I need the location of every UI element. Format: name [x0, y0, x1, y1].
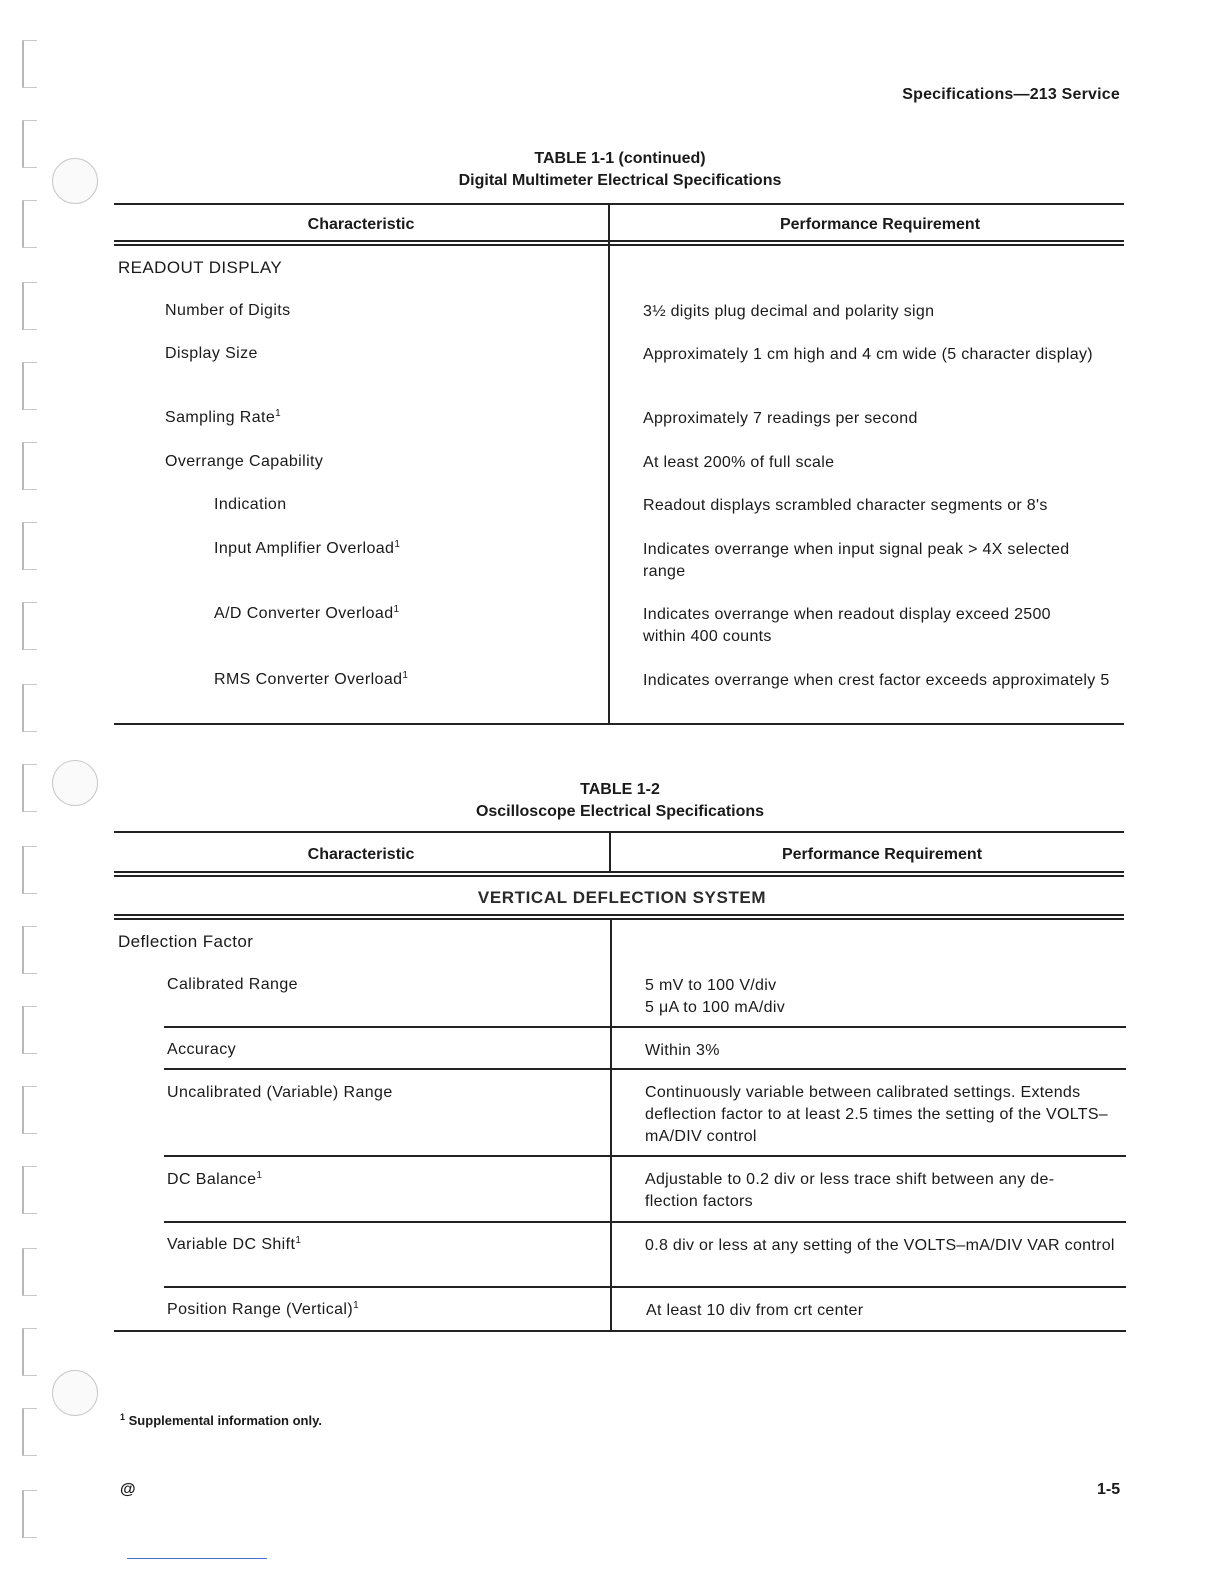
- table-row-characteristic: RMS Converter Overload$^1$: [214, 670, 409, 688]
- table-row-characteristic: Overrange Capability: [165, 453, 324, 470]
- table1-bottom-rule: [114, 723, 1124, 725]
- binder-mark: [22, 1490, 37, 1538]
- footnote-ref: 1: [256, 1170, 263, 1181]
- table-row-characteristic: Sampling Rate$^1$: [165, 408, 282, 426]
- footer-symbol: @: [120, 1481, 136, 1498]
- binder-mark: [22, 1086, 37, 1134]
- binder-mark: [22, 926, 37, 974]
- section-heading: VERTICAL DEFLECTION SYSTEM: [477, 888, 767, 907]
- table1-column-divider: [608, 203, 610, 724]
- table-row-characteristic: Number of Digits: [165, 302, 291, 319]
- table-row-requirement: 3½ digits plug decimal and polarity sign: [643, 303, 935, 320]
- scan-artifact-line: [127, 1558, 267, 1559]
- binder-mark: [22, 522, 37, 570]
- table-row-requirement: Adjustable to 0.2 div or less trace shift between any de-flection factors: [645, 1171, 1055, 1210]
- binder-mark: [22, 362, 37, 410]
- binder-mark: [22, 684, 37, 732]
- table2-header-rule: [114, 871, 1124, 873]
- table1-header-rule: [114, 240, 1124, 242]
- table1-title: Digital Multimeter Electrical Specifications: [458, 172, 782, 189]
- binder-mark: [22, 1166, 37, 1214]
- table1-col-characteristic: Characteristic: [307, 216, 415, 233]
- requirement-line: 5 mV to 100 V/div: [645, 977, 777, 994]
- table-row-requirement: Approximately 7 readings per second: [643, 410, 918, 427]
- table-row-characteristic: Display Size: [165, 345, 258, 362]
- table2-number: TABLE 1-2: [580, 781, 660, 798]
- table2-row-rule: [164, 1026, 1126, 1028]
- binder-mark: [22, 1006, 37, 1054]
- table1-top-rule: [114, 203, 1124, 205]
- table-row-characteristic: DC Balance$^1$: [167, 1170, 263, 1188]
- table2-row-rule: [164, 1221, 1126, 1223]
- binder-mark: [22, 602, 37, 650]
- table2-section-rule: [114, 914, 1124, 916]
- table-row-characteristic: Indication: [214, 496, 287, 513]
- table2-caption: [0, 779, 1225, 823]
- table-row-requirement: At least 200% of full scale: [643, 454, 835, 471]
- table-row-requirement: Readout displays scrambled character segments or 8's: [643, 497, 1048, 514]
- table-row-characteristic: Calibrated Range: [167, 976, 298, 993]
- footnote-ref: 1: [393, 604, 400, 615]
- table-row-characteristic: Uncalibrated (Variable) Range: [167, 1084, 393, 1101]
- table-row-characteristic: Deflection Factor: [118, 932, 254, 951]
- table2-row-rule: [164, 1155, 1126, 1157]
- table2-title: Oscilloscope Electrical Specifications: [475, 803, 765, 820]
- table1-col-requirement: Performance Requirement: [779, 216, 981, 233]
- table1-header-rule: [114, 244, 1124, 246]
- binder-mark: [22, 200, 37, 248]
- table-row-requirement: Indicates overrange when input signal peak > 4X selected range: [643, 541, 1070, 580]
- footnote-ref: 1: [394, 539, 401, 550]
- table-row-characteristic: Position Range (Vertical)$^1$: [167, 1300, 360, 1318]
- table-row-requirement: [645, 975, 1115, 1019]
- table2-col-requirement: Performance Requirement: [781, 846, 983, 863]
- binder-mark: [22, 1408, 37, 1456]
- table-row-characteristic: Input Amplifier Overload$^1$: [214, 539, 401, 557]
- table-row-requirement: Within 3%: [645, 1042, 720, 1059]
- binder-mark: [22, 1248, 37, 1296]
- binder-mark: [22, 40, 37, 88]
- table2-section-rule: [114, 918, 1124, 920]
- table2-row-rule: [164, 1068, 1126, 1070]
- page-number: 1-5: [1097, 1481, 1121, 1498]
- binder-mark: [22, 442, 37, 490]
- footnote-ref: 1: [275, 408, 282, 419]
- table-row-requirement: Indicates overrange when crest factor exceeds approximately 5: [643, 672, 1110, 689]
- table1-caption: [0, 148, 1225, 192]
- table-row-requirement: 0.8 div or less at any setting of the VOLTS–mA/DIV VAR control: [645, 1237, 1115, 1254]
- punch-hole: [52, 1370, 98, 1416]
- footnote-ref: 1: [402, 670, 409, 681]
- table-row-characteristic: Accuracy: [167, 1041, 236, 1058]
- table2-bottom-rule: [114, 1330, 1126, 1332]
- table-row-characteristic: READOUT DISPLAY: [118, 258, 283, 277]
- table2-col-characteristic: Characteristic: [307, 846, 415, 863]
- table2-row-rule: [164, 1286, 1126, 1288]
- table1-number: TABLE 1-1 (continued): [534, 150, 706, 167]
- table2-column-divider: [610, 918, 612, 1331]
- page-header: Specifications—213 Service: [902, 86, 1120, 103]
- footnote-ref: 1: [295, 1235, 302, 1246]
- table-row-requirement: Approximately 1 cm high and 4 cm wide (5 character display): [643, 346, 1093, 363]
- table-row-requirement: At least 10 div from crt center: [646, 1302, 864, 1319]
- binder-mark: [22, 846, 37, 894]
- table-row-requirement: Continuously variable between calibrated settings. Extends deflection factor to at least 2.5 times the setting of the VOLTS–mA/DIV control: [645, 1084, 1108, 1145]
- footnote-ref: 1: [353, 1300, 360, 1311]
- footnote-mark: 1: [120, 1412, 126, 1422]
- binder-mark: [22, 1328, 37, 1376]
- table2-top-rule: [114, 831, 1124, 833]
- table-row-characteristic: Variable DC Shift$^1$: [167, 1235, 302, 1253]
- footnote: $^1$ Supplemental information only.: [120, 1412, 322, 1428]
- table-row-characteristic: A/D Converter Overload$^1$: [214, 604, 400, 622]
- requirement-line: 5 μA to 100 mA/div: [645, 999, 786, 1016]
- binder-mark: [22, 282, 37, 330]
- table2-header-rule: [114, 875, 1124, 877]
- table-row-requirement: Indicates overrange when readout display exceed 2500 within 400 counts: [643, 606, 1051, 645]
